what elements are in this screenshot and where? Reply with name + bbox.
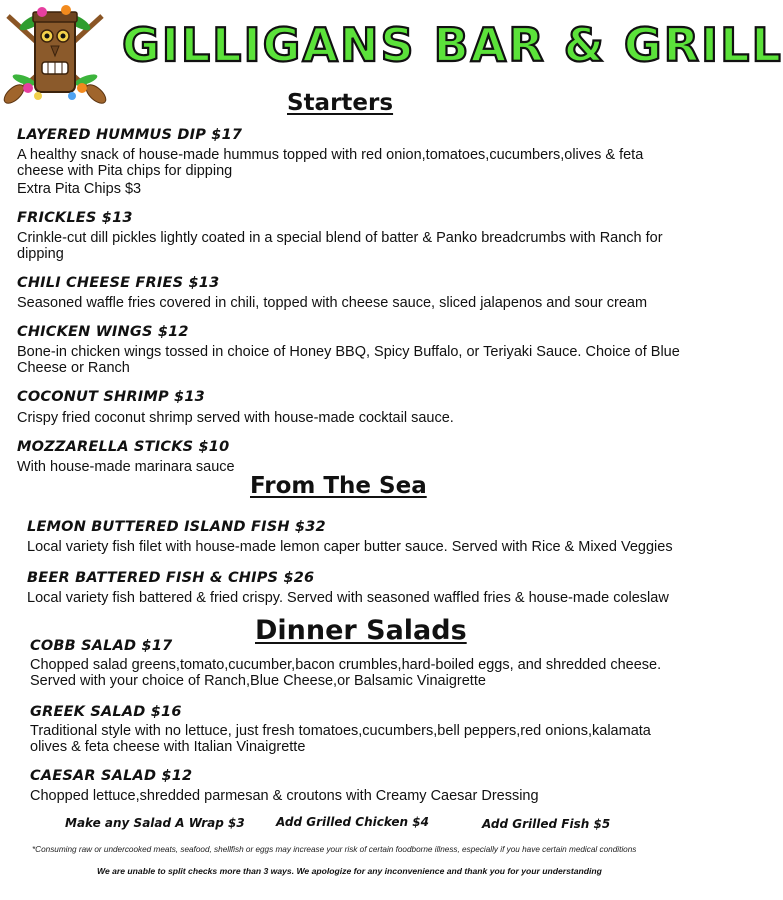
menu-item-title: CHILI CHEESE FRIES $13 [17, 275, 220, 291]
menu-item-title: FRICKLES $13 [17, 210, 133, 226]
menu-item-title: COBB SALAD $17 [30, 638, 173, 654]
menu-item-description: Local variety fish filet with house-made lemon caper butter sauce. Served with Rice & Mixed Veggies [27, 539, 673, 555]
menu-item-title: CAESAR SALAD $12 [30, 768, 193, 784]
tiki-mask-with-paddles-icon [2, 2, 108, 108]
menu-item-title: LEMON BUTTERED ISLAND FISH $32 [27, 519, 326, 535]
menu-item-description: Chopped salad greens,tomato,cucumber,bacon crumbles,hard-boiled eggs, and shredded cheese. Served with your choice of Ranch,Blue Cheese,or Balsamic Vinaigrette [30, 657, 662, 689]
menu-item-title: MOZZARELLA STICKS $10 [17, 439, 230, 455]
salad-addon-fish: Add Grilled Fish $5 [482, 817, 611, 831]
menu-item-description: Crinkle-cut dill pickles lightly coated in a special blend of batter & Panko breadcrumbs with Ranch for dipping [17, 230, 663, 262]
starters-heading: Starters [287, 90, 394, 116]
menu-item-title: GREEK SALAD $16 [30, 704, 182, 720]
salad-addon-wrap: Make any Salad A Wrap $3 [65, 816, 245, 830]
menu-item-extra: Extra Pita Chips $3 [17, 181, 142, 197]
salads-heading: Dinner Salads [255, 615, 467, 646]
menu-item-title: BEER BATTERED FISH & CHIPS $26 [27, 570, 315, 586]
menu-item-description: Bone-in chicken wings tossed in choice of Honey BBQ, Spicy Buffalo, or Teriyaki Sauce. Choice of Blue Cheese or Ranch [17, 344, 680, 376]
menu-item-description: Seasoned waffle fries covered in chili, topped with cheese sauce, sliced jalapenos and sour cream [17, 295, 648, 311]
menu-item-title: LAYERED HUMMUS DIP $17 [17, 127, 243, 143]
menu-item-description: Crispy fried coconut shrimp served with house-made cocktail sauce. [17, 410, 454, 426]
menu-item-description: Local variety fish battered & fried crispy. Served with seasoned waffled fries & house-made coleslaw [27, 590, 669, 606]
restaurant-name: GILLIGANS BAR & GRILL [122, 18, 783, 72]
sea-heading: From The Sea [250, 473, 427, 499]
menu-item-title: COCONUT SHRIMP $13 [17, 389, 205, 405]
menu-item-description: With house-made marinara sauce [17, 459, 235, 475]
food-safety-disclaimer: *Consuming raw or undercooked meats, seafood, shellfish or eggs may increase your risk of certain foodborne illness, especially if you have certain medical conditions [32, 845, 637, 854]
menu-item-description: Chopped lettuce,shredded parmesan & croutons with Creamy Caesar Dressing [30, 788, 539, 804]
split-check-notice: We are unable to split checks more than 3 ways. We apologize for any inconvenience and thank you for your understanding [97, 866, 602, 876]
salad-addon-chicken: Add Grilled Chicken $4 [276, 815, 429, 829]
menu-item-description: A healthy snack of house-made hummus topped with red onion,tomatoes,cucumbers,olives & feta cheese with Pita chips for dipping [17, 147, 644, 179]
menu-item-description: Traditional style with no lettuce, just fresh tomatoes,cucumbers,bell peppers,red onions,kalamata olives & feta cheese with Italian Vinaigrette [30, 723, 651, 755]
menu-item-title: CHICKEN WINGS $12 [17, 324, 189, 340]
